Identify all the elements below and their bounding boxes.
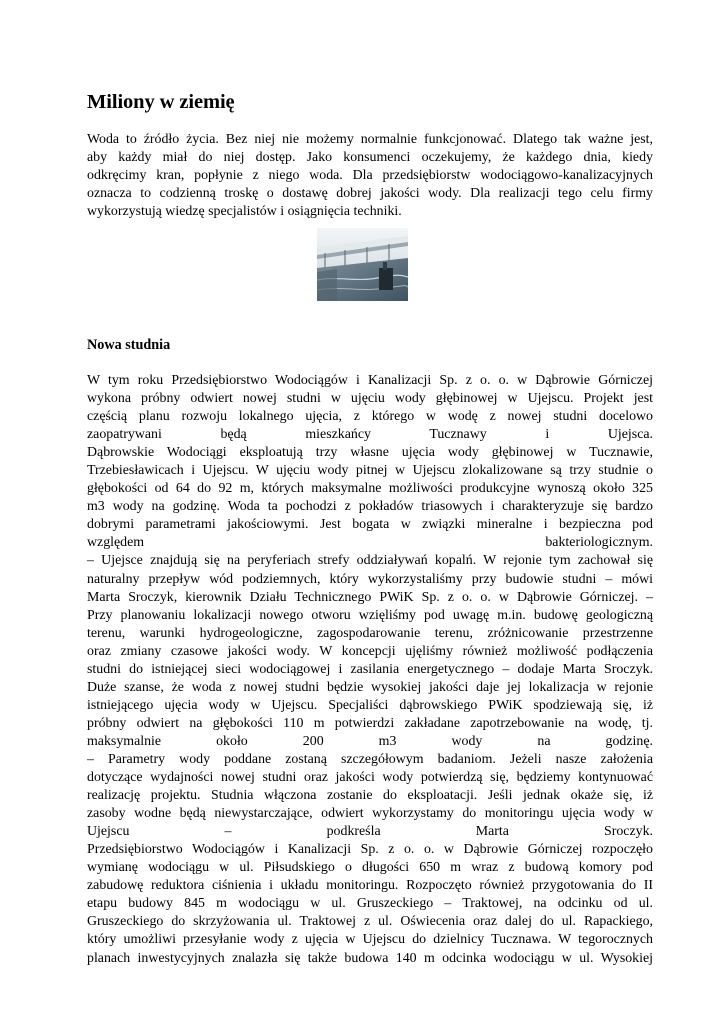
text-line: W tym roku Przedsiębiorstwo Wodociągów i Kanalizacji Sp. z o. o. w Dąbrowie Górniczej (87, 373, 653, 388)
text-line: Duże szanse, że woda z nowej studni będzie wysokiej jakości daje jej lokalizacja w rejonie (87, 679, 653, 695)
text-line: zaopatrywani będą mieszkańcy Tucznawy i Ujejsca. (87, 427, 653, 443)
text-line: Ujejscu – podkreśla Marta Sroczyk. (87, 824, 653, 840)
water-treatment-photo (317, 228, 408, 301)
intro-paragraph (87, 131, 653, 221)
text-line: zabudowę reduktora ciśnienia i układu monitoringu. Rozpoczęto również przygotowania do II (87, 878, 653, 894)
text-line: istniejącego ujęcia wody w Ujejscu. Specjaliści dąbrowskiego PWiK spodziewają się, iż (87, 697, 653, 713)
section-title: Nowa studnia (87, 337, 171, 353)
text-line: głębokości od 64 do 92 m, których maksymalne możliwości produkcyjne wynoszą około 325 (87, 481, 653, 497)
text-line: oraz zmiany czasowe jakości wody. W koncepcji ujęliśmy również możliwość podłączenia (87, 643, 653, 659)
text-line: – Ujejsce znajdują się na peryferiach strefy oddziaływań kopalń. W rejonie tym zachował się (87, 553, 653, 569)
text-line: – Parametry wody poddane zostaną szczegółowym badaniom. Jeżeli nasze założenia (87, 751, 653, 767)
text-line: próbny odwiert na głębokości 110 m potwierdzi zakładane zapotrzebowanie na wodę, tj. (87, 715, 653, 731)
text-line: zasoby wodne będą niewystarczające, odwiert wykorzystamy do monitoringu ujęcia wody w (87, 806, 653, 822)
text-line: m3 wody na godzinę. Woda ta pochodzi z pokładów triasowych i charakteryzuje się bardzo (87, 499, 653, 515)
text-line: wykona próbny odwiert nowej studni w ujęciu wody głębinowej w Ujejscu. Projekt jest (87, 391, 653, 407)
text-line: planach inwestycyjnych znalazła się także budowa 140 m odcinka wodociągu w ul. Wysokiej (87, 950, 653, 966)
text-line: dotyczące wydajności nowej studni oraz jakości wody potwierdzą się, będziemy kontynuować (87, 770, 653, 786)
text-line: Przedsiębiorstwo Wodociągów i Kanalizacji Sp. z o. o. w Dąbrowie Górniczej rozpoczęło (87, 842, 653, 858)
text-line: aby każdy miał do niej dostęp. Jako konsumenci oczekujemy, że każdego dnia, kiedy (87, 150, 653, 166)
body-text (87, 372, 653, 968)
text-line: terenu, warunki hydrogeologiczne, zagospodarowanie terenu, zróżnicowanie przestrzenne (87, 625, 653, 641)
article-title: Miliony w ziemię (87, 91, 235, 113)
text-line: wykorzystują wiedzę specjalistów i osiągnięcia techniki. (87, 204, 402, 220)
text-line: realizację projektu. Studnia włączona zostanie do eksploatacji. Jeśli jednak okaże się, iż (87, 788, 653, 804)
text-line: względem bakteriologicznym. (87, 535, 653, 551)
text-line: Gruszeckiego do skrzyżowania ul. Traktowej z ul. Oświecenia oraz dalej do ul. Rapackiego, (87, 914, 653, 930)
text-line: Przy planowaniu lokalizacji nowego otworu wzięliśmy pod uwagę m.in. budowę geologiczną (87, 607, 653, 623)
text-line: maksymalnie około 200 m3 wody na godzinę. (87, 733, 653, 749)
text-line: oznacza to codzienną troskę o dostawę dobrej jakości wody. Dla realizacji tego celu firmy (87, 186, 653, 202)
text-line: Dąbrowskie Wodociągi eksploatują trzy własne ujęcia wody głębinowej w Tucznawie, (87, 445, 653, 461)
text-line: dobrymi parametrami jakościowymi. Jest bogata w związki mineralne i bezpieczna pod (87, 517, 653, 533)
text-line: Trzebiesławicach i Ujejscu. W ujęciu wody pitnej w Ujejscu zlokalizowane są trzy studnie o (87, 463, 653, 479)
text-line: częścią planu rozwoju lokalnego ujęcia, z którego w wodę z nowej studni docelowo (87, 409, 653, 425)
text-line: który umożliwi przesyłanie wody z ujęcia w Ujejscu do dzielnicy Tucznawa. W tegorocznych (87, 932, 653, 948)
text-line: studni do istniejącej sieci wodociągowej i zasilania energetycznego – dodaje Marta Sroczyk. (87, 661, 653, 677)
text-line: Marta Sroczyk, kierownik Działu Technicznego PWiK Sp. z o. o. w Dąbrowie Górniczej. – (87, 589, 653, 605)
text-line: odkręcimy kran, popłynie z niego woda. Dla przedsiębiorstw wodociągowo-kanalizacyjnych (87, 168, 653, 184)
text-line: wymianę wodociągu w ul. Piłsudskiego o długości 650 m wraz z budową komory pod (87, 860, 653, 876)
text-line: naturalny przepływ wód podziemnych, który wykorzystaliśmy przy budowie studni – mówi (87, 571, 653, 587)
text-line: etapu budowy 845 m wodociągu w ul. Gruszeckiego – Traktowej, na odcinku od ul. (87, 896, 653, 912)
article (87, 88, 653, 221)
text-line: Woda to źródło życia. Bez niej nie możemy normalnie funkcjonować. Dlatego tak ważne jest, (87, 132, 653, 147)
